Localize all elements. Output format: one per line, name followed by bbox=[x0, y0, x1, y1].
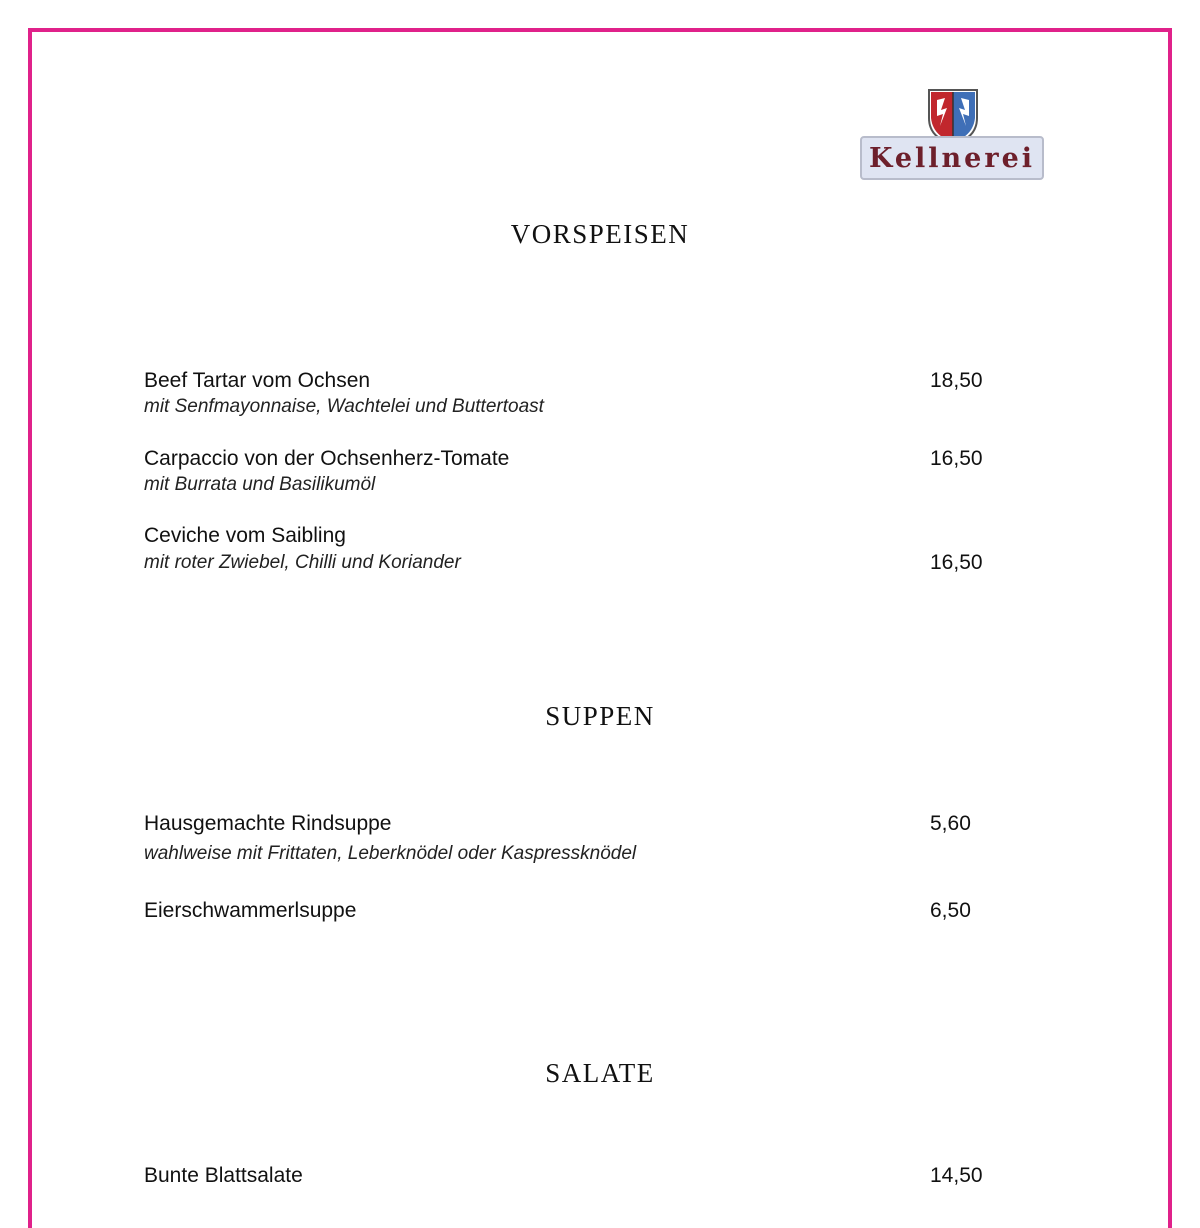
item-description: mit Burrata und Basilikumöl bbox=[144, 474, 376, 495]
item-name: Bunte Blattsalate bbox=[144, 1164, 303, 1187]
item-name: Ceviche vom Saibling bbox=[144, 524, 346, 547]
logo-text: Kellnerei bbox=[868, 142, 1036, 174]
item-price: 18,50 bbox=[930, 369, 983, 392]
item-price: 5,60 bbox=[930, 812, 971, 835]
kellnerei-logo bbox=[860, 88, 1046, 184]
item-name: Hausgemachte Rindsuppe bbox=[144, 812, 392, 835]
page-border bbox=[28, 28, 1172, 1228]
item-description: wahlweise mit Frittaten, Leberknödel oder Kaspressknödel bbox=[144, 843, 637, 864]
item-price: 14,50 bbox=[930, 1164, 983, 1187]
item-price: 6,50 bbox=[930, 899, 971, 922]
section-heading-vorspeisen: VORSPEISEN bbox=[510, 219, 690, 249]
item-price: 16,50 bbox=[930, 447, 983, 470]
item-name: Beef Tartar vom Ochsen bbox=[144, 369, 371, 392]
logo-plate bbox=[860, 136, 1044, 180]
item-description: mit Senfmayonnaise, Wachtelei und Buttertoast bbox=[144, 396, 544, 417]
section-heading-salate: SALATE bbox=[545, 1058, 655, 1088]
item-name: Eierschwammerlsuppe bbox=[144, 899, 357, 922]
item-price: 16,50 bbox=[930, 551, 983, 574]
item-description: mit roter Zwiebel, Chilli und Koriander bbox=[144, 552, 461, 573]
item-name: Carpaccio von der Ochsenherz-Tomate bbox=[144, 447, 510, 470]
section-heading-suppen: SUPPEN bbox=[545, 701, 655, 731]
